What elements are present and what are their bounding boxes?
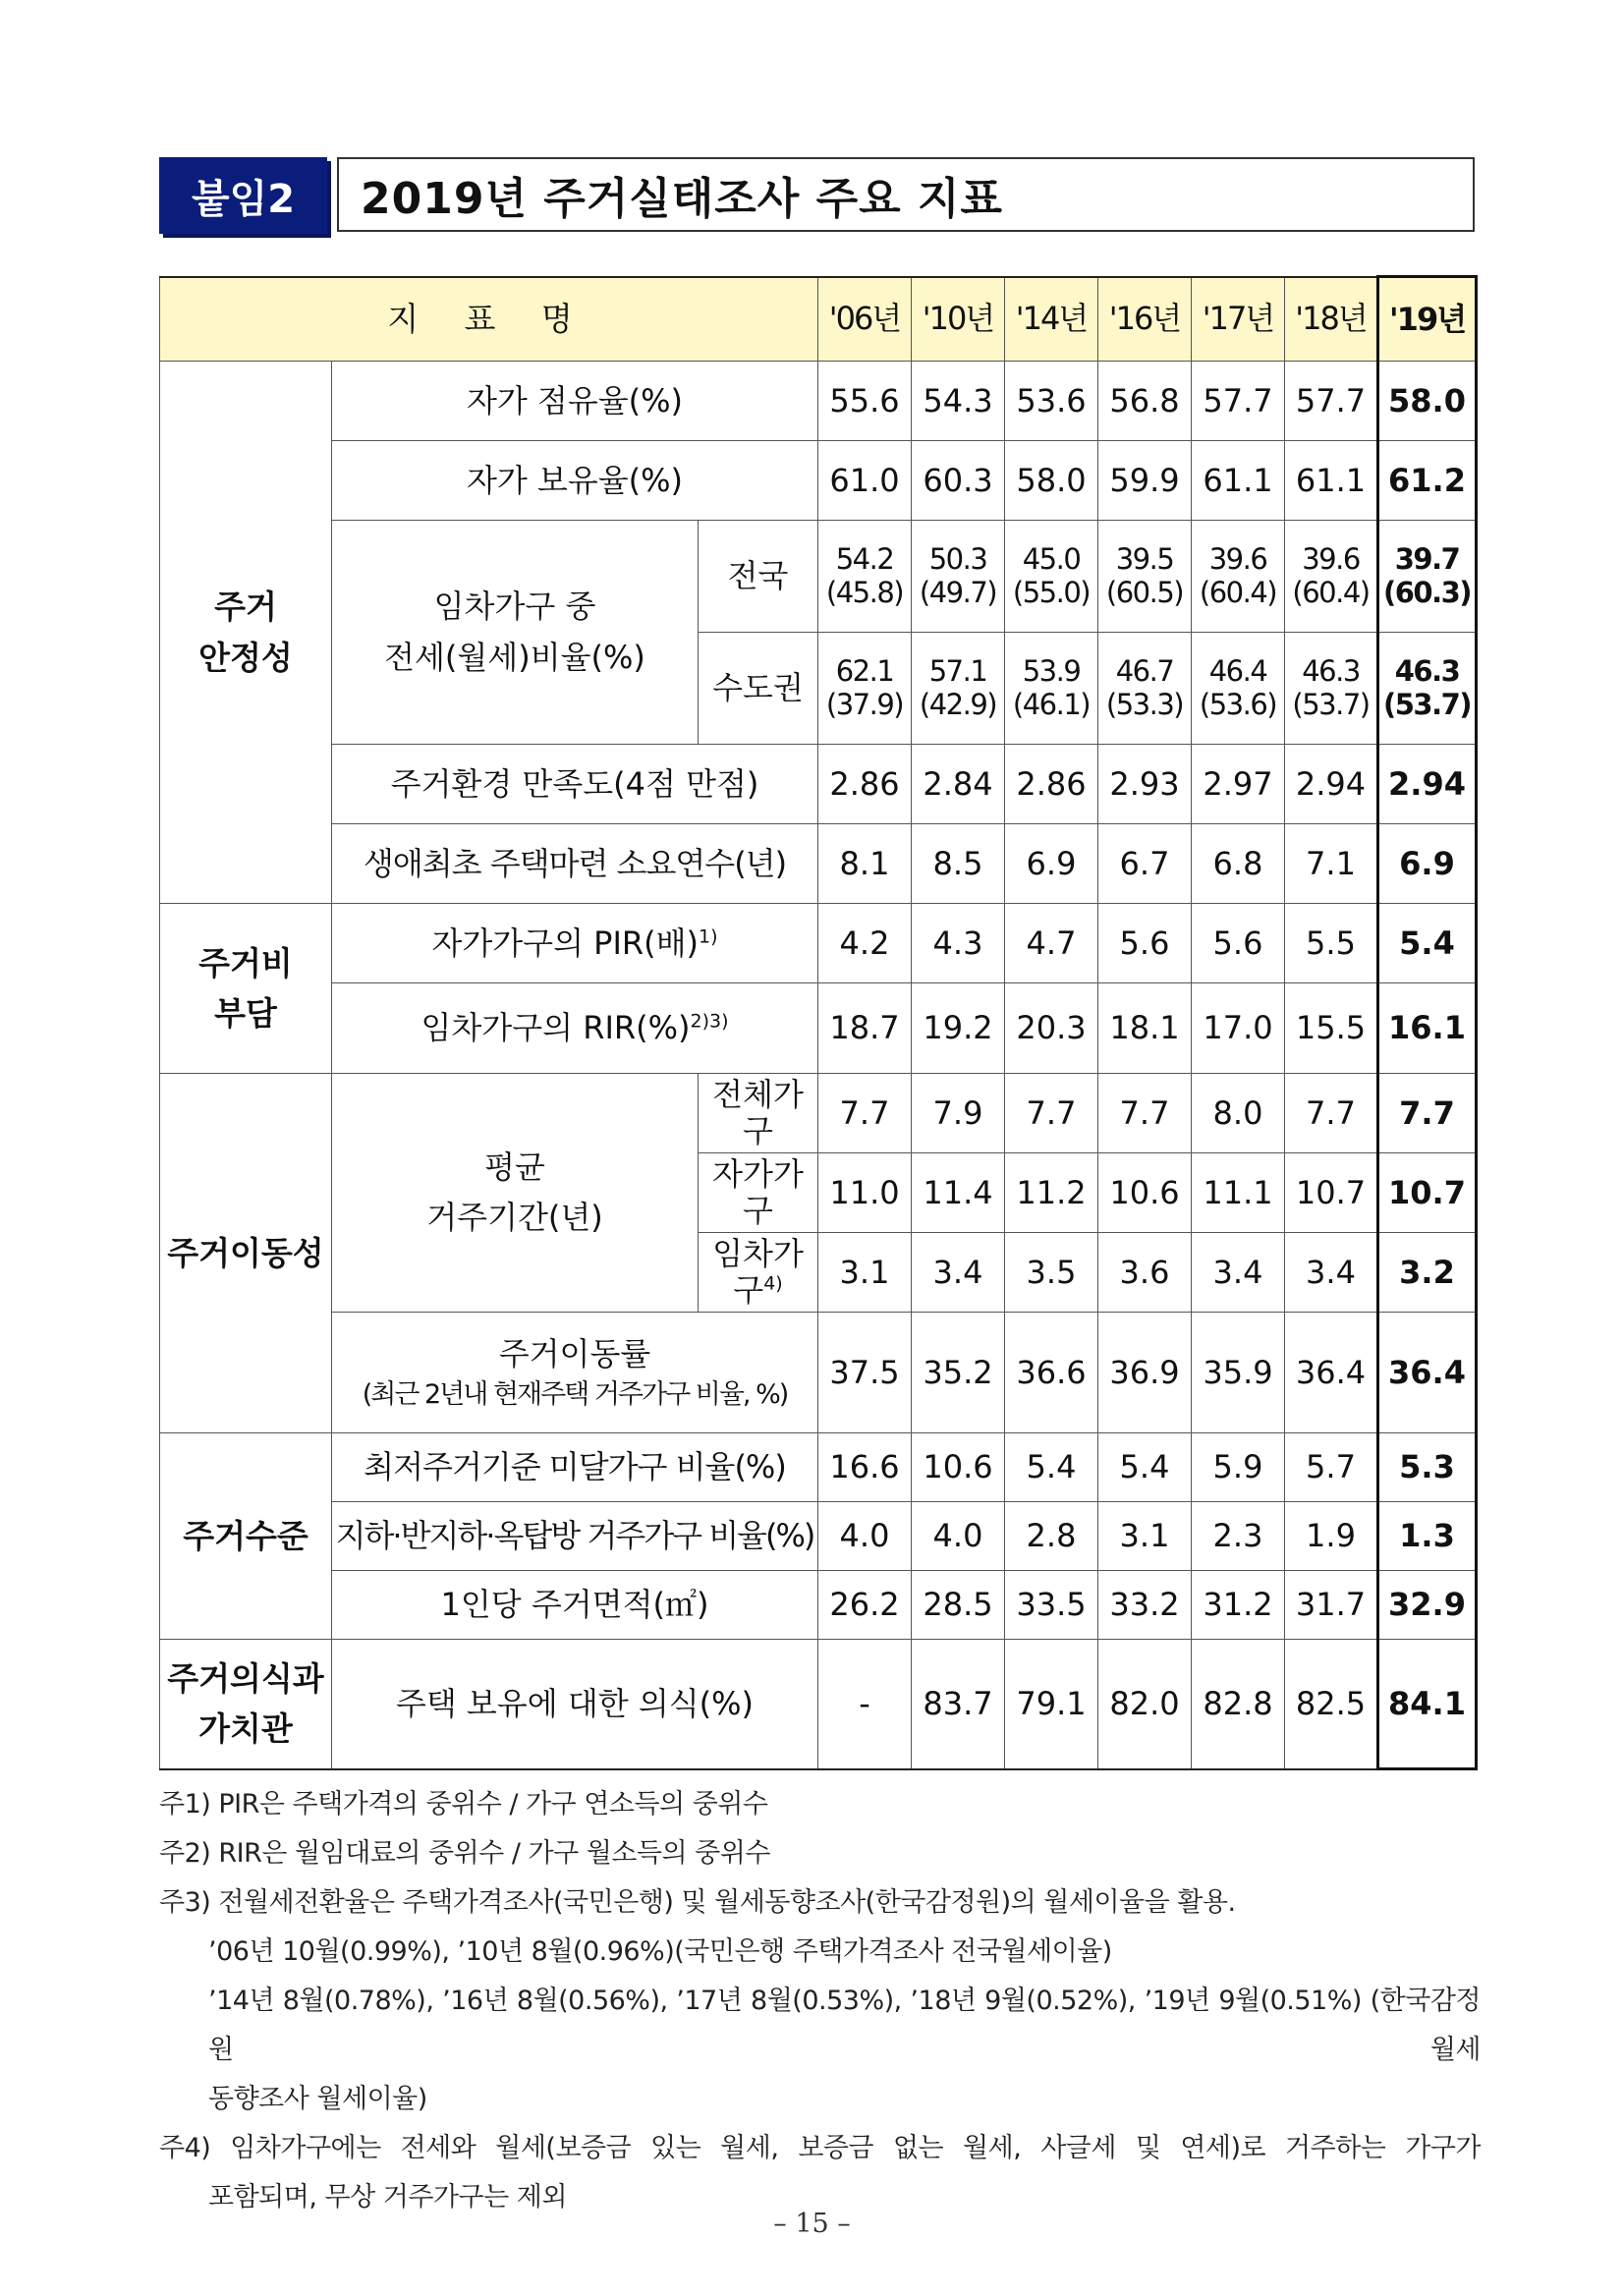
row-label: 자가 보유율(%)	[332, 441, 818, 521]
value-cell: 16.6	[818, 1433, 912, 1502]
row-label-residence: 평균 거주기간(년)	[332, 1074, 699, 1313]
value-cell: 18.7	[818, 983, 912, 1074]
value-cell: 19.2	[912, 983, 1005, 1074]
value-cell: 45.0 (55.0)	[1005, 521, 1098, 633]
value-cell: 62.1 (37.9)	[818, 633, 912, 745]
value-cell: 6.7	[1098, 824, 1192, 904]
category-burden: 주거비 부담	[160, 904, 332, 1074]
row-label: 임차가구의 RIR(%)$^{2)3)}$	[332, 983, 818, 1074]
category-standard: 주거수준	[160, 1433, 332, 1640]
value-cell: 60.3	[912, 441, 1005, 521]
value-cell: 15.5	[1285, 983, 1378, 1074]
value-cell: 33.2	[1098, 1571, 1192, 1640]
value-cell: 8.1	[818, 824, 912, 904]
value-cell: 57.7	[1285, 362, 1378, 441]
value-cell-2019: 3.2	[1378, 1233, 1477, 1313]
value-cell: 50.3 (49.7)	[912, 521, 1005, 633]
footnote-3: 주3) 전월세전환율은 주택가격조사(국민은행) 및 월세동향조사(한국감정원)의 월세이율을 활용.	[159, 1887, 1236, 1918]
table-row	[160, 1433, 1477, 1502]
footnote-2: 주2) RIR은 월임대료의 중위수 / 가구 월소득의 중위수	[159, 1838, 770, 1869]
value-cell: 1.9	[1285, 1502, 1378, 1571]
value-cell: 61.0	[818, 441, 912, 521]
value-cell-2019: 46.3 (53.7)	[1378, 633, 1477, 745]
value-cell: 82.0	[1098, 1640, 1192, 1769]
year-header: '16년	[1098, 277, 1192, 362]
row-label: 주택 보유에 대한 의식(%)	[332, 1640, 818, 1769]
value-cell: 2.97	[1192, 745, 1285, 824]
value-cell: 36.4	[1285, 1313, 1378, 1433]
value-cell: 3.4	[912, 1233, 1005, 1313]
value-cell-2019: 5.4	[1378, 904, 1477, 983]
footnote-4: 주4) 임차가구에는 전세와 월세(보증금 있는 월세, 보증금 없는 월세, 사글세 및 연세)로 거주하는 가구가	[159, 2133, 1481, 2163]
year-header-2019: '19년	[1378, 277, 1477, 362]
value-cell: 57.1 (42.9)	[912, 633, 1005, 745]
sub-label: 자가가구	[699, 1153, 818, 1233]
value-cell-2019: 36.4	[1378, 1313, 1477, 1433]
value-cell: 11.4	[912, 1153, 1005, 1233]
value-cell-2019: 1.3	[1378, 1502, 1477, 1571]
value-cell: 2.93	[1098, 745, 1192, 824]
value-cell: 3.4	[1192, 1233, 1285, 1313]
value-cell: 11.0	[818, 1153, 912, 1233]
value-cell: 5.6	[1098, 904, 1192, 983]
page-number: – 15 –	[773, 2209, 851, 2239]
value-cell: 35.2	[912, 1313, 1005, 1433]
value-cell: 20.3	[1005, 983, 1098, 1074]
value-cell: 46.3 (53.7)	[1285, 633, 1378, 745]
value-cell: 54.3	[912, 362, 1005, 441]
value-cell: -	[818, 1640, 912, 1769]
value-cell: 10.6	[1098, 1153, 1192, 1233]
value-cell: 11.2	[1005, 1153, 1098, 1233]
value-cell-2019: 6.9	[1378, 824, 1477, 904]
value-cell: 28.5	[912, 1571, 1005, 1640]
value-cell: 56.8	[1098, 362, 1192, 441]
value-cell: 7.7	[1098, 1074, 1192, 1153]
footnote-3-line: ’06년 10월(0.99%), ’10년 8월(0.96%)(국민은행 주택가격조사 전국월세이율)	[208, 1936, 1112, 1967]
value-cell: 58.0	[1005, 441, 1098, 521]
value-cell: 35.9	[1192, 1313, 1285, 1433]
col-header-indicator: 지 표 명	[160, 277, 818, 362]
row-label: 생애최초 주택마련 소요연수(년)	[332, 824, 818, 904]
value-cell: 7.9	[912, 1074, 1005, 1153]
indicator-table	[159, 275, 1478, 1770]
value-cell: 2.3	[1192, 1502, 1285, 1571]
table-row	[160, 745, 1477, 824]
sub-label: 전체가구	[699, 1074, 818, 1153]
value-cell: 55.6	[818, 362, 912, 441]
footnote-3-line: 동향조사 월세이율)	[208, 2084, 427, 2114]
value-cell: 8.5	[912, 824, 1005, 904]
table-row	[160, 1074, 1477, 1153]
value-cell: 46.7 (53.3)	[1098, 633, 1192, 745]
year-header: '14년	[1005, 277, 1098, 362]
value-cell: 39.6 (60.4)	[1285, 521, 1378, 633]
value-cell: 36.9	[1098, 1313, 1192, 1433]
value-cell: 33.5	[1005, 1571, 1098, 1640]
row-label: 1인당 주거면적(㎡)	[332, 1571, 818, 1640]
table-row	[160, 441, 1477, 521]
value-cell: 59.9	[1098, 441, 1192, 521]
value-cell: 8.0	[1192, 1074, 1285, 1153]
page-title: 2019년 주거실태조사 주요 지표	[337, 157, 1475, 232]
row-label: 최저주거기준 미달가구 비율(%)	[332, 1433, 818, 1502]
value-cell: 37.5	[818, 1313, 912, 1433]
value-cell: 39.5 (60.5)	[1098, 521, 1192, 633]
value-cell: 7.1	[1285, 824, 1378, 904]
value-cell: 4.0	[912, 1502, 1005, 1571]
value-cell: 2.84	[912, 745, 1005, 824]
value-cell: 5.7	[1285, 1433, 1378, 1502]
header-row	[160, 277, 1477, 362]
value-cell: 61.1	[1285, 441, 1378, 521]
footnote-1: 주1) PIR은 주택가격의 중위수 / 가구 연소득의 중위수	[159, 1789, 768, 1820]
value-cell: 26.2	[818, 1571, 912, 1640]
value-cell: 79.1	[1005, 1640, 1098, 1769]
value-cell: 3.1	[1098, 1502, 1192, 1571]
value-cell-2019: 16.1	[1378, 983, 1477, 1074]
value-cell-2019: 39.7 (60.3)	[1378, 521, 1477, 633]
value-cell: 4.0	[818, 1502, 912, 1571]
value-cell: 10.7	[1285, 1153, 1378, 1233]
value-cell-2019: 58.0	[1378, 362, 1477, 441]
value-cell-2019: 84.1	[1378, 1640, 1477, 1769]
table-row	[160, 1502, 1477, 1571]
footnote-3-line: ’14년 8월(0.78%), ’16년 8월(0.56%), ’17년 8월(0.53%), ’18년 9월(0.52%), ’19년 9월(0.51%) (한국감정원 월세	[208, 1986, 1481, 2065]
value-cell: 31.2	[1192, 1571, 1285, 1640]
value-cell: 3.6	[1098, 1233, 1192, 1313]
sub-label: 임차가구$^{4)}$	[699, 1233, 818, 1313]
year-header: '06년	[818, 277, 912, 362]
value-cell: 6.8	[1192, 824, 1285, 904]
value-cell: 83.7	[912, 1640, 1005, 1769]
row-label-jeonse: 임차가구 중 전세(월세)비율(%)	[332, 521, 699, 745]
value-cell: 10.6	[912, 1433, 1005, 1502]
value-cell: 2.94	[1285, 745, 1378, 824]
value-cell: 6.9	[1005, 824, 1098, 904]
sub-label-national: 전국	[699, 521, 818, 633]
value-cell-2019: 5.3	[1378, 1433, 1477, 1502]
table-row	[160, 362, 1477, 441]
value-cell: 3.4	[1285, 1233, 1378, 1313]
value-cell-2019: 7.7	[1378, 1074, 1477, 1153]
row-label: 자가가구의 PIR(배)$^{1)}$	[332, 904, 818, 983]
table-row	[160, 521, 1477, 633]
category-stability: 주거 안정성	[160, 362, 332, 904]
value-cell: 18.1	[1098, 983, 1192, 1074]
value-cell: 3.5	[1005, 1233, 1098, 1313]
table-row	[160, 904, 1477, 983]
value-cell: 4.3	[912, 904, 1005, 983]
footnotes	[159, 1780, 1481, 2222]
value-cell: 31.7	[1285, 1571, 1378, 1640]
value-cell: 4.2	[818, 904, 912, 983]
value-cell: 2.86	[1005, 745, 1098, 824]
value-cell: 3.1	[818, 1233, 912, 1313]
value-cell: 53.9 (46.1)	[1005, 633, 1098, 745]
sub-label-capital: 수도권	[699, 633, 818, 745]
row-label: 자가 점유율(%)	[332, 362, 818, 441]
value-cell: 46.4 (53.6)	[1192, 633, 1285, 745]
value-cell: 5.6	[1192, 904, 1285, 983]
value-cell: 4.7	[1005, 904, 1098, 983]
footnote-4-line: 포함되며, 무상 거주가구는 제외	[208, 2182, 567, 2212]
value-cell: 7.7	[818, 1074, 912, 1153]
value-cell: 17.0	[1192, 983, 1285, 1074]
table-row	[160, 1571, 1477, 1640]
table-row	[160, 983, 1477, 1074]
year-header: '10년	[912, 277, 1005, 362]
value-cell: 39.6 (60.4)	[1192, 521, 1285, 633]
value-cell: 82.5	[1285, 1640, 1378, 1769]
row-label: 지하·반지하·옥탑방 거주가구 비율(%)	[332, 1502, 818, 1571]
year-header: '18년	[1285, 277, 1378, 362]
attachment-badge: 붙임2	[159, 157, 327, 234]
year-header: '17년	[1192, 277, 1285, 362]
value-cell: 2.86	[818, 745, 912, 824]
value-cell: 5.5	[1285, 904, 1378, 983]
value-cell-2019: 61.2	[1378, 441, 1477, 521]
value-cell: 61.1	[1192, 441, 1285, 521]
table-row	[160, 1313, 1477, 1433]
value-cell: 54.2 (45.8)	[818, 521, 912, 633]
row-label: 주거이동률 (최근 2년내 현재주택 거주가구 비율, %)	[332, 1313, 818, 1433]
value-cell: 11.1	[1192, 1153, 1285, 1233]
row-label: 주거환경 만족도(4점 만점)	[332, 745, 818, 824]
value-cell: 57.7	[1192, 362, 1285, 441]
value-cell: 5.4	[1098, 1433, 1192, 1502]
value-cell: 5.9	[1192, 1433, 1285, 1502]
value-cell: 82.8	[1192, 1640, 1285, 1769]
value-cell-2019: 32.9	[1378, 1571, 1477, 1640]
value-cell: 7.7	[1285, 1074, 1378, 1153]
category-values: 주거의식과 가치관	[160, 1640, 332, 1769]
table-row	[160, 824, 1477, 904]
value-cell: 2.8	[1005, 1502, 1098, 1571]
value-cell-2019: 10.7	[1378, 1153, 1477, 1233]
value-cell-2019: 2.94	[1378, 745, 1477, 824]
category-mobility: 주거이동성	[160, 1074, 332, 1433]
value-cell: 36.6	[1005, 1313, 1098, 1433]
table-row	[160, 1640, 1477, 1769]
value-cell: 7.7	[1005, 1074, 1098, 1153]
value-cell: 5.4	[1005, 1433, 1098, 1502]
value-cell: 53.6	[1005, 362, 1098, 441]
